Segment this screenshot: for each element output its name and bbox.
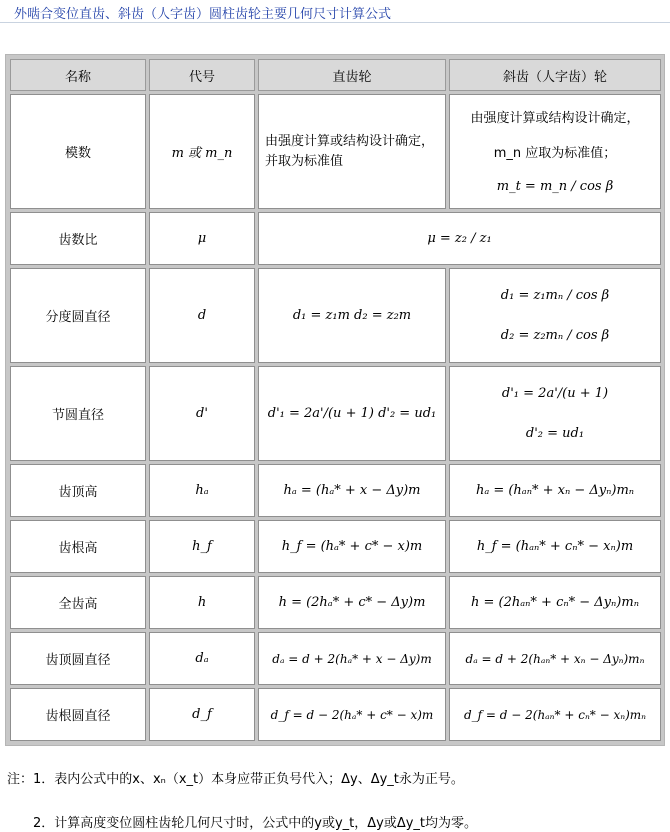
row-name: 齿根高 [10,520,146,573]
row-name: 分度圆直径 [10,268,146,363]
spur-formula: h = (2hₐ* + c* − Δy)m [258,576,446,629]
formula-table [5,54,665,746]
title-bar [0,0,670,23]
row-name: 齿数比 [10,212,146,265]
row-name: 齿顶高 [10,464,146,517]
row-name: 模数 [10,94,146,209]
header-name: 名称 [10,59,146,91]
row-name: 齿根圆直径 [10,688,146,741]
spur-formula: dₐ = d + 2(hₐ* + x − Δy)m [258,632,446,685]
helical-line: d₁ = z₁mₙ / cos β [500,287,610,303]
helical-line: m_t = m_n / cos β [496,179,614,195]
spur-formula: h_f = (hₐ* + c* − x)m [258,520,446,573]
helical-line: d'₂ = ud₁ [525,426,585,442]
spur-formula: hₐ = (hₐ* + x − Δy)m [258,464,446,517]
spur-formula: d₁ = z₁m d₂ = z₂m [258,268,446,363]
header-symbol: 代号 [149,59,255,91]
helical-formula [449,366,661,461]
page-title: 外啮合变位直齿、斜齿（人字齿）圆柱齿轮主要几何尺寸计算公式 [14,7,392,22]
row-symbol: d' [149,366,255,461]
header-spur: 直齿轮 [258,59,446,91]
helical-formula: h_f = (hₐₙ* + cₙ* − xₙ)m [449,520,661,573]
row-symbol: h [149,576,255,629]
helical-line: d'₁ = 2a'/(u + 1) [501,385,609,401]
helical-formula [449,94,661,209]
row-symbol: d [149,268,255,363]
row-symbol: m 或 m_n [149,94,255,209]
helical-formula: dₐ = d + 2(hₐₙ* + xₙ − Δyₙ)mₙ [449,632,661,685]
row-name: 齿顶圆直径 [10,632,146,685]
spur-formula: d'₁ = 2a'/(u + 1) d'₂ = ud₁ [258,366,446,461]
header-helical: 斜齿（人字齿）轮 [449,59,661,91]
spur-formula: d_f = d − 2(hₐ* + c* − x)m [258,688,446,741]
helical-formula: hₐ = (hₐₙ* + xₙ − Δyₙ)mₙ [449,464,661,517]
note-1: 注：1．表内公式中的x、xₙ（x_t）本身应带正负号代入；Δy、Δy_t永为正号。 [7,772,464,787]
row-symbol: h_f [149,520,255,573]
helical-formula [449,268,661,363]
helical-line: d₂ = z₂mₙ / cos β [500,328,610,344]
row-symbol: μ [149,212,255,265]
row-symbol: d_f [149,688,255,741]
helical-formula: d_f = d − 2(hₐₙ* + cₙ* − xₙ)mₙ [449,688,661,741]
spur-formula: 由强度计算或结构设计确定，并取为标准值 [258,94,446,209]
helical-formula: h = (2hₐₙ* + cₙ* − Δyₙ)mₙ [449,576,661,629]
helical-line: 由强度计算或结构设计确定， [470,110,640,126]
row-name: 全齿高 [10,576,146,629]
note-2: 2．计算高度变位圆柱齿轮几何尺寸时，公式中的y或y_t，Δy或Δy_t均为零。 [33,816,478,831]
row-name: 节圆直径 [10,366,146,461]
row-symbol: hₐ [149,464,255,517]
merged-formula: μ = z₂ / z₁ [258,212,661,265]
row-symbol: dₐ [149,632,255,685]
helical-line: m_n 应取为标准值； [493,145,617,161]
